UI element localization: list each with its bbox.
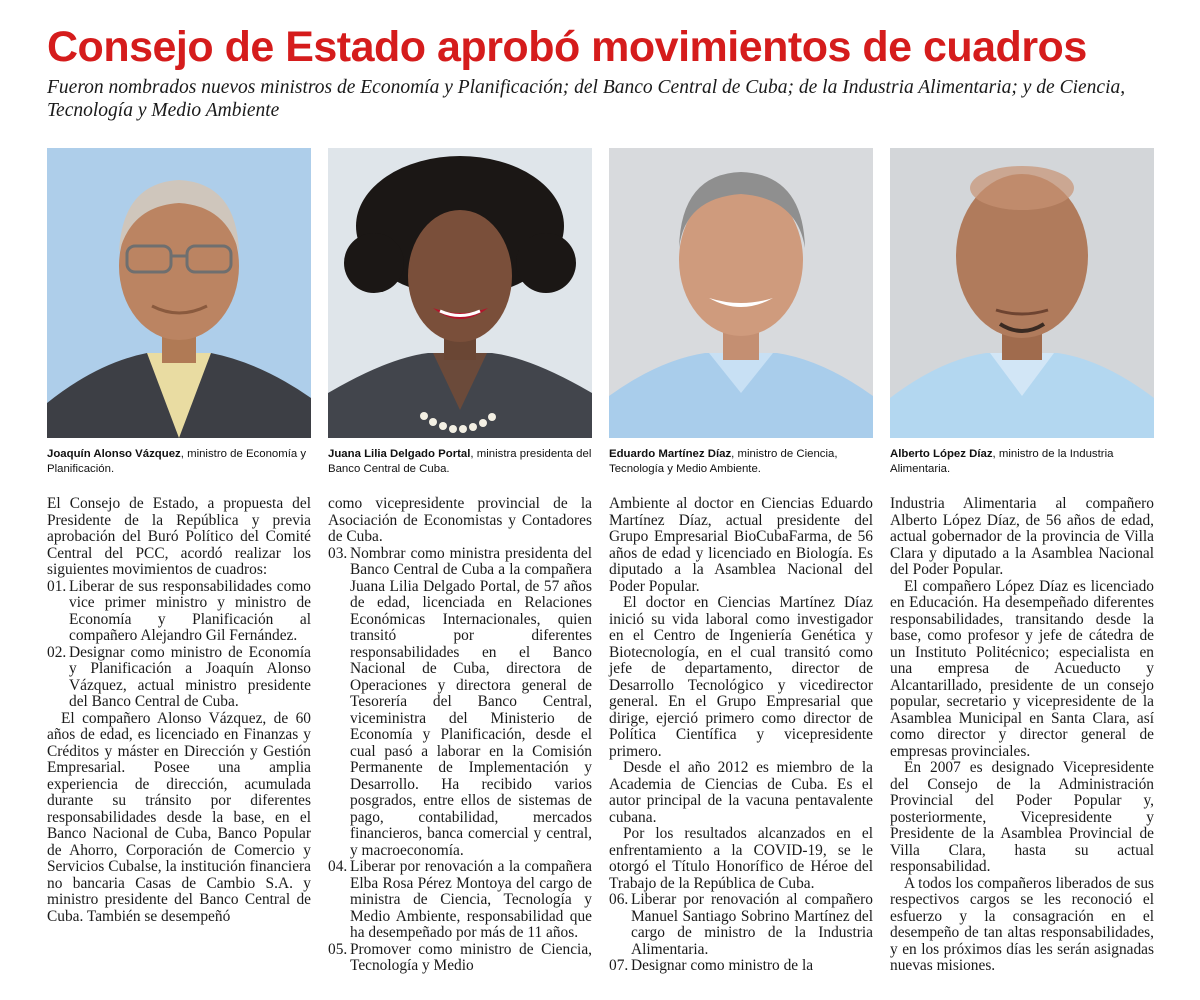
paragraph: El compañero López Díaz es licenciado en Educación. Ha desempeñado diferentes responsabilidades, transitando desde la base, como profesor y jefe de cátedra de un Instituto Politécnico; especialista en una empresa de Acueducto y Alcantarillado, presidente de un consejo popular, secretario y vicepresidente de la Asamblea Municipal en Santa Clara, así como director y director general de empresas provinciales. xyxy=(890,577,1154,760)
paragraph: Industria Alimentaria al compañero Alberto López Díaz, de 56 años de edad, actual gobernador de la provincia de Villa Clara y diputado a la Asamblea Nacional del Poder Popular. xyxy=(890,495,1154,578)
item-text: Designar como ministro de Economía y Planificación a Joaquín Alonso Vázquez, actual ministro presidente del Banco Central de Cuba. xyxy=(69,643,311,710)
item-number: 02. xyxy=(47,643,67,661)
paragraph: El doctor en Ciencias Martínez Díaz inició su vida laboral como investigador en el Centro de Ingeniería Genética y Biotecnología, en el cual transitó como jefe de departamento, director de Desarrollo Tecnológico y vicedirector general. En el Grupo Empresarial que dirige, ejerció primero como director de Política Científica y vicepresidente primero. xyxy=(609,594,873,760)
paragraph: Ambiente al doctor en Ciencias Eduardo Martínez Díaz, actual presidente del Grupo Empresarial BioCubaFarma, de 56 años de edad y licenciado en Biología. Es diputado a la Asamblea Nacional del Poder Popular. xyxy=(609,495,873,595)
item-number: 04. xyxy=(328,858,348,875)
item-number: 06. xyxy=(609,891,629,908)
numbered-item xyxy=(47,645,311,711)
paragraph: Desde el año 2012 es miembro de la Academia de Ciencias de Cuba. Es el autor principal de la vacuna pentavalente cubana. xyxy=(609,759,873,826)
item-text: Liberar de sus responsabilidades como vice primer ministro y ministro de Economía y Planificación al compañero Alejandro Gil Fernández. xyxy=(69,577,311,644)
numbered-item xyxy=(328,859,592,942)
portrait-image xyxy=(890,148,1154,438)
item-number: 05. xyxy=(328,940,348,958)
caption-role: , ministro de Economía y Planificación. xyxy=(47,448,307,475)
item-text: Liberar por renovación a la compañera Elba Rosa Pérez Montoya del cargo de ministra de Ciencia, Tecnología y Medio Ambiente, responsabilidad que ha desempeñado por más de 11 años. xyxy=(350,858,592,941)
numbered-item xyxy=(609,892,873,958)
caption-alberto-lopez-diaz xyxy=(890,447,1154,477)
caption-joaquin-alonso-vazquez xyxy=(47,447,311,477)
article-column-4 xyxy=(890,496,1154,975)
item-number: 03. xyxy=(328,544,348,562)
item-text: Nombrar como ministra presidenta del Banco Central de Cuba a la compañera Juana Lilia Delgado Portal, de 57 años de edad, licenciada en Relaciones Económicas Internacionales, quien transitó por diferentes responsabilidades en el Banco Nacional de Cuba, directora de Operaciones y directora general de Tesorería del Banco Central, viceministra del Ministerio de Economía y Planificación, desde el cual pasó a laborar en la Comisión Permanente de Implementación y Desarrollo. Ha recibido varios posgrados, entre ellos de sistemas de pago, contabilidad, mercados financieros, banca comercial y central, y macroeconomía. xyxy=(350,544,592,859)
paragraph: Por los resultados alcanzados en el enfrentamiento a la COVID-19, se le otorgó el Título Honorífico de Héroe del Trabajo de la República de Cuba. xyxy=(609,825,873,892)
paragraph: En 2007 es designado Vicepresidente del Consejo de la Administración Provincial del Poder Popular y, posteriormente, Vicepresidente y Presidente de la Asamblea Provincial de Villa Clara, hasta su actual responsabilidad. xyxy=(890,759,1154,875)
portrait-image xyxy=(47,148,311,438)
numbered-item xyxy=(328,546,592,860)
portrait-image xyxy=(328,148,592,438)
caption-name: Alberto López Díaz xyxy=(890,448,993,460)
item-number: 01. xyxy=(47,577,67,595)
item-text: Liberar por renovación al compañero Manuel Santiago Sobrino Martínez del cargo de ministro de la Industria Alimentaria. xyxy=(631,891,873,958)
item-number: 07. xyxy=(609,957,629,974)
caption-role: , ministra presidenta del Banco Central de Cuba. xyxy=(328,448,592,475)
article-column-3 xyxy=(609,496,873,975)
numbered-item xyxy=(609,958,873,975)
paragraph: como vicepresidente provincial de la Asociación de Economistas y Contadores de Cuba. xyxy=(328,495,592,545)
portrait-image xyxy=(609,148,873,438)
caption-eduardo-martinez-diaz xyxy=(609,447,873,477)
caption-role: , ministro de Ciencia, Tecnología y Medio Ambiente. xyxy=(609,448,838,475)
photo-eduardo-martinez-diaz xyxy=(609,148,873,438)
paragraph: A todos los compañeros liberados de sus respectivos cargos se les reconoció el esfuerzo y la consagración en el desempeño de tan altas responsabilidades, y en los próximos días les serán asignadas nuevas misiones. xyxy=(890,874,1154,974)
caption-name: Joaquín Alonso Vázquez xyxy=(47,448,181,460)
photo-alberto-lopez-diaz xyxy=(890,148,1154,438)
paragraph: El Consejo de Estado, a propuesta del Presidente de la República y previa aprobación del Buró Político del Comité Central del PCC, acordó realizar los siguientes movimientos de cuadros: xyxy=(47,495,311,578)
item-text: Designar como ministro de la xyxy=(631,957,814,974)
caption-role: , ministro de la Industria Alimentaria. xyxy=(890,448,1114,475)
photo-juana-lilia-delgado-portal xyxy=(328,148,592,438)
subheadline: Fueron nombrados nuevos ministros de Economía y Planificación; del Banco Central de Cuba; de la Industria Alimentaria; y de Ciencia, Tecnología y Medio Ambiente xyxy=(47,77,1126,121)
article-column-1 xyxy=(47,496,311,925)
numbered-item xyxy=(47,579,311,645)
caption-name: Juana Lilia Delgado Portal xyxy=(328,448,471,460)
numbered-item xyxy=(328,942,592,975)
caption-name: Eduardo Martínez Díaz xyxy=(609,448,732,460)
headline: Consejo de Estado aprobó movimientos de cuadros xyxy=(47,23,1087,71)
article-column-2 xyxy=(328,496,592,975)
item-text: Promover como ministro de Ciencia, Tecnología y Medio xyxy=(350,940,592,974)
caption-juana-lilia-delgado-portal xyxy=(328,447,592,477)
photo-joaquin-alonso-vazquez xyxy=(47,148,311,438)
paragraph: El compañero Alonso Vázquez, de 60 años de edad, es licenciado en Finanzas y Créditos y máster en Dirección y Gestión Empresarial. Posee una amplia experiencia de dirección, acumulada durante su tránsito por diferentes responsabilidades desde la base, en el Banco Nacional de Cuba, Banco Popular de Ahorro, Corporación de Comercio y Servicios Cubalse, la institución financiera no bancaria Casas de Cambio S.A. y ministro presidente del Banco Central de Cuba. También se desempeñó xyxy=(47,709,311,925)
